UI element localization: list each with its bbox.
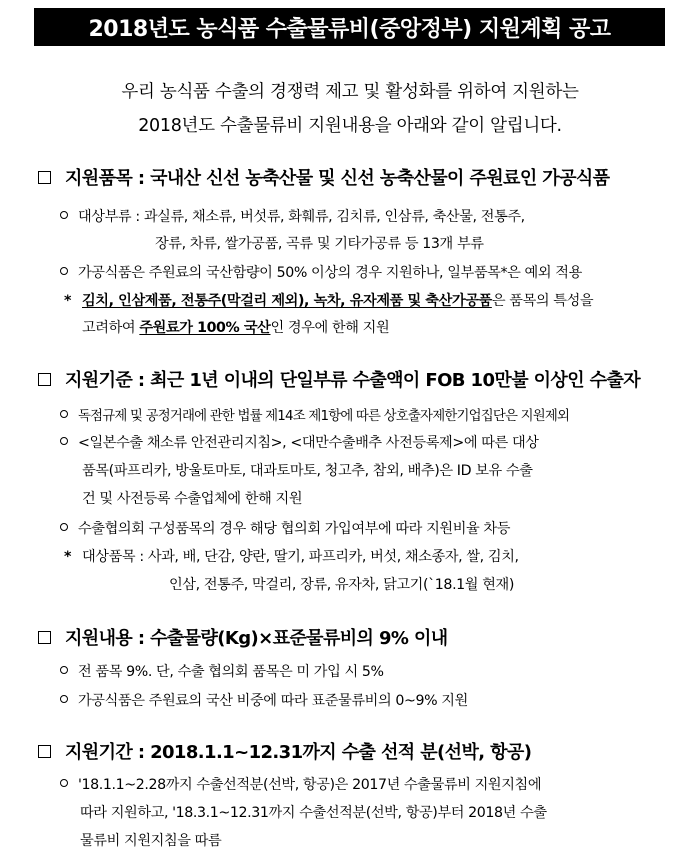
item-text: 독점규제 및 공정거래에 관한 법률 제14조 제1항에 따른 상호출자제한기업집단은 지원제외 [78, 409, 570, 424]
note-continuation: 인삼, 전통주, 막걸리, 장류, 유자차, 닭고기(`18.1월 현재) [169, 577, 514, 593]
note-underlined: 주원료가 100% 국산 [139, 320, 271, 336]
list-item-continuation: 물류비 지원지침을 따름 [80, 833, 222, 849]
list-item [60, 432, 539, 452]
document-title: 2018년도 농식품 수출물류비(중앙정부) 지원계획 공고 [34, 8, 665, 46]
list-item-continuation: 건 및 사전등록 수출업체에 한해 지원 [82, 491, 303, 507]
note-items-underlined: 김치, 인삼제품, 전통주(막걸리 제외), 녹차, 유자제품 및 축산가공품 [82, 293, 492, 309]
section-heading-text: 지원기준 : 최근 1년 이내의 단일부류 수출액이 FOB 10만불 이상인 수출자 [65, 370, 641, 391]
item-text: <일본수출 채소류 안전관리지침>, <대만수출배추 사전등록제>에 따른 대상 [78, 435, 539, 451]
item-text: '18.1.1~2.28까지 수출선적분(선박, 항공)은 2017년 수출물류비 지원지침에 [78, 777, 542, 793]
section-support-content-heading [38, 624, 448, 650]
note-item [64, 290, 593, 310]
list-item [60, 690, 468, 710]
list-item-continuation: 따라 지원하고, '18.3.1~12.31까지 수출선적분(선박, 항공)부터 2018년 수출 [80, 805, 547, 821]
section-heading-text: 지원내용 : 수출물량(Kg)×표준물류비의 9% 이내 [65, 628, 448, 649]
item-text: 가공식품은 주원료의 국산함량이 50% 이상의 경우 지원하나, 일부품목*은 예외 적용 [78, 265, 582, 281]
circle-bullet-icon [60, 410, 68, 418]
asterisk-marker: * [64, 293, 72, 309]
item-text: 대상부류 : 과실류, 채소류, 버섯류, 화훼류, 김치류, 인삼류, 축산물, 전통주, [78, 209, 525, 225]
note-item [64, 546, 519, 566]
note-text: 인 경우에 한해 지원 [270, 320, 390, 336]
circle-bullet-icon [60, 437, 68, 445]
list-item [60, 405, 569, 424]
intro-line-2: 2018년도 수출물류비 지원내용을 아래와 같이 알립니다. [138, 116, 562, 136]
circle-bullet-icon [60, 267, 68, 275]
list-item [60, 262, 582, 282]
section-heading-text: 지원품목 : 국내산 신선 농축산물 및 신선 농축산물이 주원료인 가공식품 [65, 168, 610, 189]
circle-bullet-icon [60, 695, 68, 703]
section-support-items-heading [38, 164, 609, 190]
item-text: 수출협의회 구성품목의 경우 해당 협의회 가입여부에 따라 지원비율 차등 [78, 521, 511, 537]
checkbox-square-icon [38, 171, 51, 184]
item-text: 가공식품은 주원료의 국산 비중에 따라 표준물류비의 0~9% 지원 [78, 693, 468, 709]
note-text: 고려하여 [82, 320, 140, 336]
circle-bullet-icon [60, 523, 68, 531]
circle-bullet-icon [60, 779, 68, 787]
list-item [60, 206, 525, 226]
item-text: 전 품목 9%. 단, 수출 협의회 품목은 미 가입 시 5% [78, 664, 384, 680]
list-item [60, 661, 384, 681]
list-item-continuation: 장류, 차류, 쌀가공품, 곡류 및 기타가공류 등 13개 부류 [155, 236, 484, 252]
note-text: 대상품목 : 사과, 배, 단감, 양란, 딸기, 파프리카, 버섯, 채소종자, 쌀, 김치, [82, 549, 519, 565]
checkbox-square-icon [38, 631, 51, 644]
circle-bullet-icon [60, 666, 68, 674]
list-item [60, 774, 541, 794]
checkbox-square-icon [38, 745, 51, 758]
asterisk-marker: * [64, 549, 72, 565]
section-support-criteria-heading [38, 366, 640, 392]
intro-line-1: 우리 농식품 수출의 경쟁력 제고 및 활성화를 위하여 지원하는 [121, 82, 579, 102]
circle-bullet-icon [60, 211, 68, 219]
checkbox-square-icon [38, 373, 51, 386]
section-support-period-heading [38, 738, 531, 764]
list-item [60, 518, 510, 538]
list-item-continuation: 품목(파프리카, 방울토마토, 대과토마토, 청고추, 참외, 배추)은 ID 보유 수출 [82, 463, 533, 479]
note-continuation [82, 317, 389, 337]
section-heading-text: 지원기간 : 2018.1.1~12.31까지 수출 선적 분(선박, 항공) [65, 742, 532, 763]
note-text: 은 품목의 특성을 [491, 293, 594, 309]
